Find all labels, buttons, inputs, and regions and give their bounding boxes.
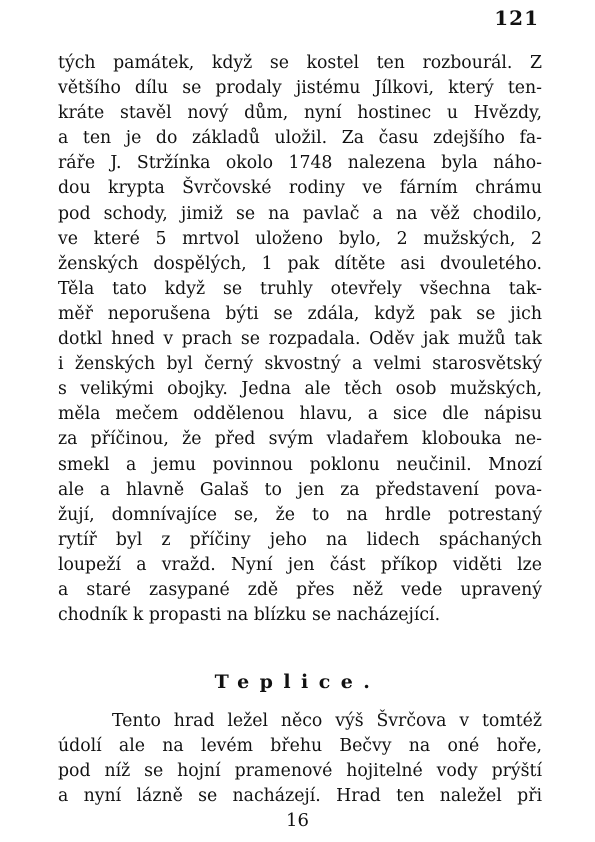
text-line: ráře J. Stržínka okolo 1748 nalezena byla náho- xyxy=(58,153,542,174)
text-line: i ženských byl černý skvostný a velmi starosvětský xyxy=(58,354,542,375)
text-line: chodník k propasti na blízku se nacházející. xyxy=(58,605,441,626)
text-line: za příčinou, že před svým vladařem kloboukа ne- xyxy=(58,429,542,450)
text-line: loupeží a vražd. Nyní jen část příkop viděti lze xyxy=(58,554,542,575)
text-line: ale a hlavně Galaš to jen za představení pova- xyxy=(58,479,542,500)
text-line: měř neporušena býti se zdála, když pak se jich xyxy=(58,303,542,324)
section-heading: Teplice. xyxy=(214,671,381,693)
page-number: 121 xyxy=(494,6,539,30)
text-line: většího dílu se prodaly jistému Jílkovi, který ten- xyxy=(58,78,542,99)
text-line: smekl a jemu povinnou poklonu neučinil. Mnozí xyxy=(58,454,542,475)
text-line: žují, domnívajíce se, že to na hrdle potrestaný xyxy=(58,504,542,525)
text-line: údolí ale na levém břehu Bečvy na oné hoře, xyxy=(58,736,542,757)
text-line: tých památek, když se kostel ten rozbourál. Z xyxy=(58,53,542,73)
text-line: pod níž se hojní pramenové hojitelné vody prýští xyxy=(58,761,542,782)
text-line: rytíř byl z příčiny jeho na lidech spáchaných xyxy=(58,529,542,550)
text-line: Těla tato když se truhly otevřely všechna tak- xyxy=(58,278,542,299)
text-line: s velikými obojky. Jedna ale těch osob mužských, xyxy=(58,379,542,400)
text-line: ženských dospělých, 1 pak dítěte asi dvouletého. xyxy=(58,253,542,274)
text-line: dotkl hned v prach se rozpadala. Oděv jak mužů tak xyxy=(58,329,542,350)
paragraph-2 xyxy=(58,709,542,809)
text-line: a staré zasypané zdě přes něž vede upravený xyxy=(58,579,542,600)
signature-mark: 16 xyxy=(286,810,309,831)
text-line: kráte stavěl nový dům, nyní hostinec u Hvězdy, xyxy=(58,103,542,124)
text-line: a nyní lázně se nacházejí. Hrad ten naležel při xyxy=(58,786,542,807)
text-line: měla mečem oddělenou hlavu, a sice dle nápisu xyxy=(58,404,542,425)
text-line: Tento hrad ležel něco výš Švrčova v tomtéž xyxy=(112,711,542,731)
paragraph-1 xyxy=(58,51,542,628)
text-line: ve které 5 mrtvol uloženo bylo, 2 mužských, 2 xyxy=(58,228,542,249)
text-line: dou krypta Švrčovské rodiny ve fárním chrámu xyxy=(58,178,542,199)
text-line: a ten je do základů uložil. Za času zdejšího fa- xyxy=(58,128,542,149)
text-line: pod schody, jimiž se na pavlač a na věž chodilo, xyxy=(58,203,542,224)
